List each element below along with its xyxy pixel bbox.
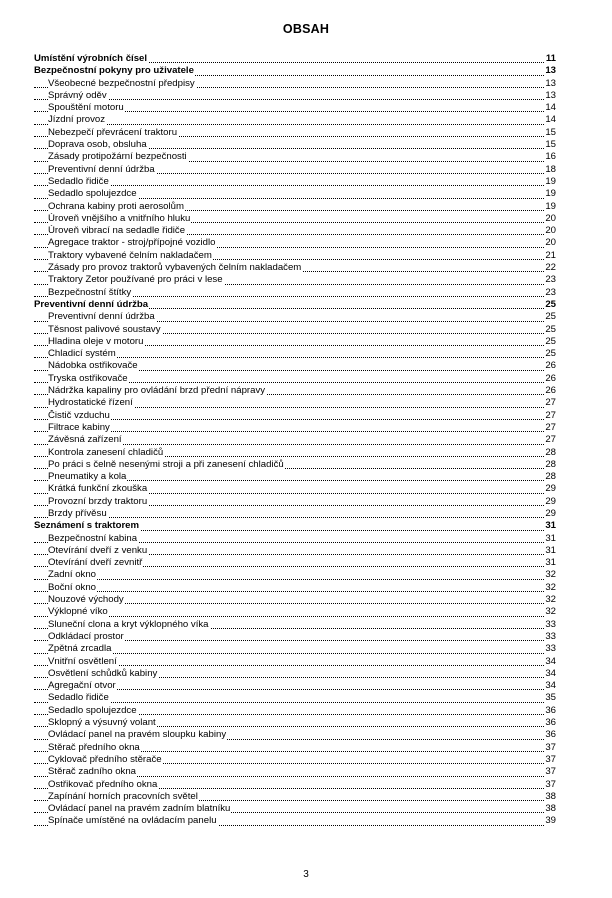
toc-entry-title: Čistič vzduchu [48,409,110,421]
toc-entry-title: Filtrace kabiny [48,421,110,433]
toc-entry-title: Ochrana kabiny proti aerosolům [48,200,184,212]
toc-entry-page: 34 [545,667,556,679]
toc-entry[interactable] [34,176,556,188]
toc-entry-title: Stěrač předního okna [48,741,140,753]
toc-entry-title: Agregační otvor [48,680,116,692]
toc-entry[interactable] [34,164,556,176]
toc-entry[interactable] [34,434,556,446]
toc-entry[interactable] [34,815,556,827]
toc-entry[interactable] [34,78,556,90]
toc-entry[interactable] [34,717,556,729]
toc-entry-title: Krátká funkční zkouška [48,483,148,495]
toc-entry-page: 28 [545,458,556,470]
toc-entry[interactable] [34,508,556,520]
toc-entry[interactable] [34,779,556,791]
toc-entry[interactable] [34,447,556,459]
toc-entry-page: 26 [545,372,556,384]
toc-entry[interactable] [34,754,556,766]
toc-entry-title: Sedadlo řidiče [48,692,109,704]
toc-entry-title: Nádržka kapaliny pro ovládání brzd přední nápravy [48,385,266,397]
toc-entry-page: 33 [545,643,556,655]
toc-entry-title: Bezpečnostní pokyny pro uživatele [34,65,194,77]
toc-entry-title: Tryska ostřikovače [48,372,128,384]
toc-entry[interactable] [34,533,556,545]
toc-entry[interactable] [34,680,556,692]
toc-entry-title: Provozní brzdy traktoru [48,495,148,507]
toc-entry[interactable] [34,397,556,409]
toc-entry[interactable] [34,729,556,741]
toc-entry-title: Bezpečnostní štítky [48,286,132,298]
toc-entry-title: Ostřikovač předního okna [48,778,158,790]
toc-entry-title: Zásady protipožární bezpečnosti [48,151,187,163]
toc-leader-dots [34,702,556,703]
toc-entry-page: 25 [545,311,556,323]
toc-entry-page: 25 [545,298,556,310]
toc-entry[interactable] [34,237,556,249]
toc-entry-title: Preventivní denní údržba [34,298,149,310]
toc-leader-dots [34,517,556,518]
toc-section-entry[interactable] [34,520,556,532]
toc-entry-page: 19 [545,200,556,212]
toc-entry[interactable] [34,496,556,508]
toc-entry-page: 18 [545,163,556,175]
toc-entry-title: Osvětlení schůdků kabiny [48,667,158,679]
toc-entry[interactable] [34,742,556,754]
toc-entry-title: Nebezpečí převrácení traktoru [48,126,178,138]
toc-entry[interactable] [34,569,556,581]
toc-entry-page: 19 [545,175,556,187]
toc-entry-page: 31 [545,532,556,544]
toc-entry[interactable] [34,459,556,471]
toc-entry[interactable] [34,373,556,385]
toc-entry-title: Správný oděv [48,89,107,101]
toc-entry-page: 16 [545,151,556,163]
toc-entry-page: 37 [545,778,556,790]
toc-entry[interactable] [34,102,556,114]
toc-entry[interactable] [34,151,556,163]
toc-entry-title: Zásady pro provoz traktorů vybavených čelním nakladačem [48,262,302,274]
toc-entry[interactable] [34,250,556,262]
page-title: OBSAH [282,22,330,36]
toc-section-entry[interactable] [34,65,556,77]
toc-leader-dots [34,99,556,100]
toc-entry[interactable] [34,483,556,495]
toc-entry[interactable] [34,324,556,336]
toc-entry[interactable] [34,606,556,618]
toc-entry-title: Hydrostatické řízení [48,397,133,409]
toc-entry-page: 38 [545,790,556,802]
toc-entry[interactable] [34,410,556,422]
toc-entry-page: 36 [545,729,556,741]
toc-entry-page: 13 [545,65,556,77]
toc-leader-dots [34,616,556,617]
toc-entry-page: 25 [545,323,556,335]
toc-entry-page: 34 [545,655,556,667]
toc-entry[interactable] [34,90,556,102]
toc-entry[interactable] [34,287,556,299]
toc-entry[interactable] [34,188,556,200]
toc-entry-page: 34 [545,680,556,692]
toc-entry-title: Traktory Zetor používané pro práci v lese [48,274,223,286]
toc-entry[interactable] [34,274,556,286]
toc-entry-page: 37 [545,753,556,765]
toc-entry-page: 20 [545,225,556,237]
toc-entry-title: Spínače umístěné na ovládacím panelu [48,815,217,827]
toc-entry-title: Sedadlo řidiče [48,175,109,187]
toc-entry-title: Těsnost palivové soustavy [48,323,161,335]
toc-entry-page: 11 [545,53,556,64]
toc-entry-title: Umístění výrobních čísel [34,53,148,64]
toc-entry[interactable] [34,348,556,360]
toc-entry-page: 31 [545,557,556,569]
toc-entry-page: 29 [545,483,556,495]
toc-entry[interactable] [34,619,556,631]
toc-entry[interactable] [34,692,556,704]
toc-entry[interactable] [34,631,556,643]
toc-entry-title: Agregace traktor - stroj/přípojné vozidlo [48,237,216,249]
toc-leader-dots [34,579,556,580]
toc-entry-title: Sklopný a výsuvný volant [48,717,156,729]
toc-section-entry[interactable] [34,53,556,65]
toc-entry-page: 36 [545,717,556,729]
toc-entry-title: Sedadlo spolujezdce [48,704,137,716]
toc-entry-page: 23 [545,286,556,298]
toc-entry-page: 37 [545,766,556,778]
toc-entry-page: 31 [545,520,556,532]
toc-entry-page: 22 [545,262,556,274]
toc-entry[interactable] [34,582,556,594]
toc-section-entry[interactable] [34,299,556,311]
toc-entry-title: Spouštění motoru [48,102,124,114]
toc-entry[interactable] [34,213,556,225]
toc-entry-page: 25 [545,335,556,347]
toc-entry-page: 28 [545,471,556,483]
toc-entry[interactable] [34,791,556,803]
toc-entry[interactable] [34,385,556,397]
toc-entry[interactable] [34,668,556,680]
toc-entry-page: 25 [545,348,556,360]
toc-entry-page: 14 [545,102,556,114]
toc-entry-page: 29 [545,507,556,519]
toc-entry-title: Bezpečnostní kabina [48,532,138,544]
toc-entry-page: 33 [545,630,556,642]
toc-entry[interactable] [34,139,556,151]
toc-entry[interactable] [34,471,556,483]
toc-entry-title: Doprava osob, obsluha [48,139,147,151]
toc-entry-page: 21 [545,249,556,261]
toc-entry-title: Brzdy přívěsu [48,507,107,519]
toc-entry-page: 32 [545,581,556,593]
toc-entry-page: 33 [545,618,556,630]
toc-entry[interactable] [34,225,556,237]
toc-entry-title: Hladina oleje v motoru [48,335,144,347]
toc-entry[interactable] [34,127,556,139]
toc-entry-page: 27 [545,421,556,433]
toc-entry-title: Zapínání horních pracovních světel [48,790,198,802]
toc-entry-title: Preventivní denní údržba [48,163,155,175]
toc-entry-title: Úroveň vibrací na sedadle řidiče [48,225,186,237]
toc-entry-page: 15 [545,126,556,138]
toc-entry[interactable] [34,311,556,323]
toc-entry-title: Nádobka ostřikovače [48,360,138,372]
toc-entry-page: 35 [545,692,556,704]
toc-entry-page: 32 [545,594,556,606]
toc-entry-title: Vnitřní osvětlení [48,655,117,667]
toc-leader-dots [34,591,556,592]
toc-entry-title: Zadní okno [48,569,97,581]
page-number: 3 [303,869,309,880]
toc-entry-page: 32 [545,606,556,618]
toc-entry-page: 28 [545,446,556,458]
toc-entry-page: 39 [545,815,556,827]
toc-entry-page: 15 [545,139,556,151]
toc-entry-page: 27 [545,409,556,421]
toc-entry-page: 31 [545,544,556,556]
toc-entry-title: Otevírání dveří z venku [48,544,148,556]
toc-entry[interactable] [34,656,556,668]
toc-entry-title: Sedadlo spolujezdce [48,188,137,200]
toc-entry[interactable] [34,705,556,717]
toc-entry-title: Výklopné víko [48,606,108,618]
toc-entry-page: 37 [545,741,556,753]
toc-entry-title: Všeobecné bezpečnostní předpisy [48,77,195,89]
toc-entry-page: 27 [545,397,556,409]
toc-entry[interactable] [34,594,556,606]
toc-entry-title: Stěrač zadního okna [48,766,137,778]
toc-entry[interactable] [34,643,556,655]
toc-entry-page: 13 [545,89,556,101]
toc-leader-dots [34,185,556,186]
toc-leader-dots [34,431,556,432]
toc-entry-page: 27 [545,434,556,446]
toc-entry-page: 20 [545,212,556,224]
toc-entry-page: 20 [545,237,556,249]
toc-entry-title: Ovládací panel na pravém sloupku kabiny [48,729,227,741]
toc-entry-title: Nouzové východy [48,594,124,606]
toc-entry-title: Boční okno [48,581,97,593]
toc-entry[interactable] [34,114,556,126]
toc-entry[interactable] [34,545,556,557]
toc-entry[interactable] [34,360,556,372]
toc-entry-page: 13 [545,77,556,89]
toc-leader-dots [34,124,556,125]
toc-entry-page: 38 [545,803,556,815]
toc-entry[interactable] [34,422,556,434]
toc-entry-title: Preventivní denní údržba [48,311,155,323]
toc-entry-page: 14 [545,114,556,126]
toc-entry-title: Kontrola zanesení chladičů [48,446,164,458]
toc-entry-page: 26 [545,385,556,397]
toc-entry[interactable] [34,201,556,213]
toc-entry-title: Sluneční clona a kryt výklopného víka [48,618,209,630]
toc-entry-title: Seznámení s traktorem [34,520,140,532]
toc-entry-title: Cyklovač předního stěrače [48,753,162,765]
toc-entry-page: 32 [545,569,556,581]
toc-entry-title: Chladicí systém [48,348,116,360]
toc-entry-page: 23 [545,274,556,286]
toc-entry-title: Otevírání dveří zevnitř [48,557,143,569]
toc-entry-title: Traktory vybavené čelním nakladačem [48,249,212,261]
table-of-contents [34,53,556,828]
toc-entry-title: Po práci s čelně nesenými stroji a při zanesení chladičů [48,458,284,470]
toc-entry[interactable] [34,262,556,274]
toc-entry-page: 29 [545,495,556,507]
toc-entry-title: Ovládací panel na pravém zadním blatníku [48,803,231,815]
toc-entry-title: Pneumatiky a kola [48,471,127,483]
toc-entry-page: 26 [545,360,556,372]
toc-entry[interactable] [34,557,556,569]
toc-entry[interactable] [34,336,556,348]
toc-entry-title: Jízdní provoz [48,114,106,126]
toc-entry-page: 19 [545,188,556,200]
toc-entry[interactable] [34,766,556,778]
toc-entry[interactable] [34,803,556,815]
toc-entry-title: Úroveň vnějšího a vnitřního hluku [48,212,191,224]
toc-entry-page: 36 [545,704,556,716]
toc-leader-dots [34,419,556,420]
toc-entry-title: Odkládací prostor [48,630,124,642]
toc-entry-title: Zpětná zrcadla [48,643,112,655]
toc-entry-title: Závěsná zařízení [48,434,122,446]
